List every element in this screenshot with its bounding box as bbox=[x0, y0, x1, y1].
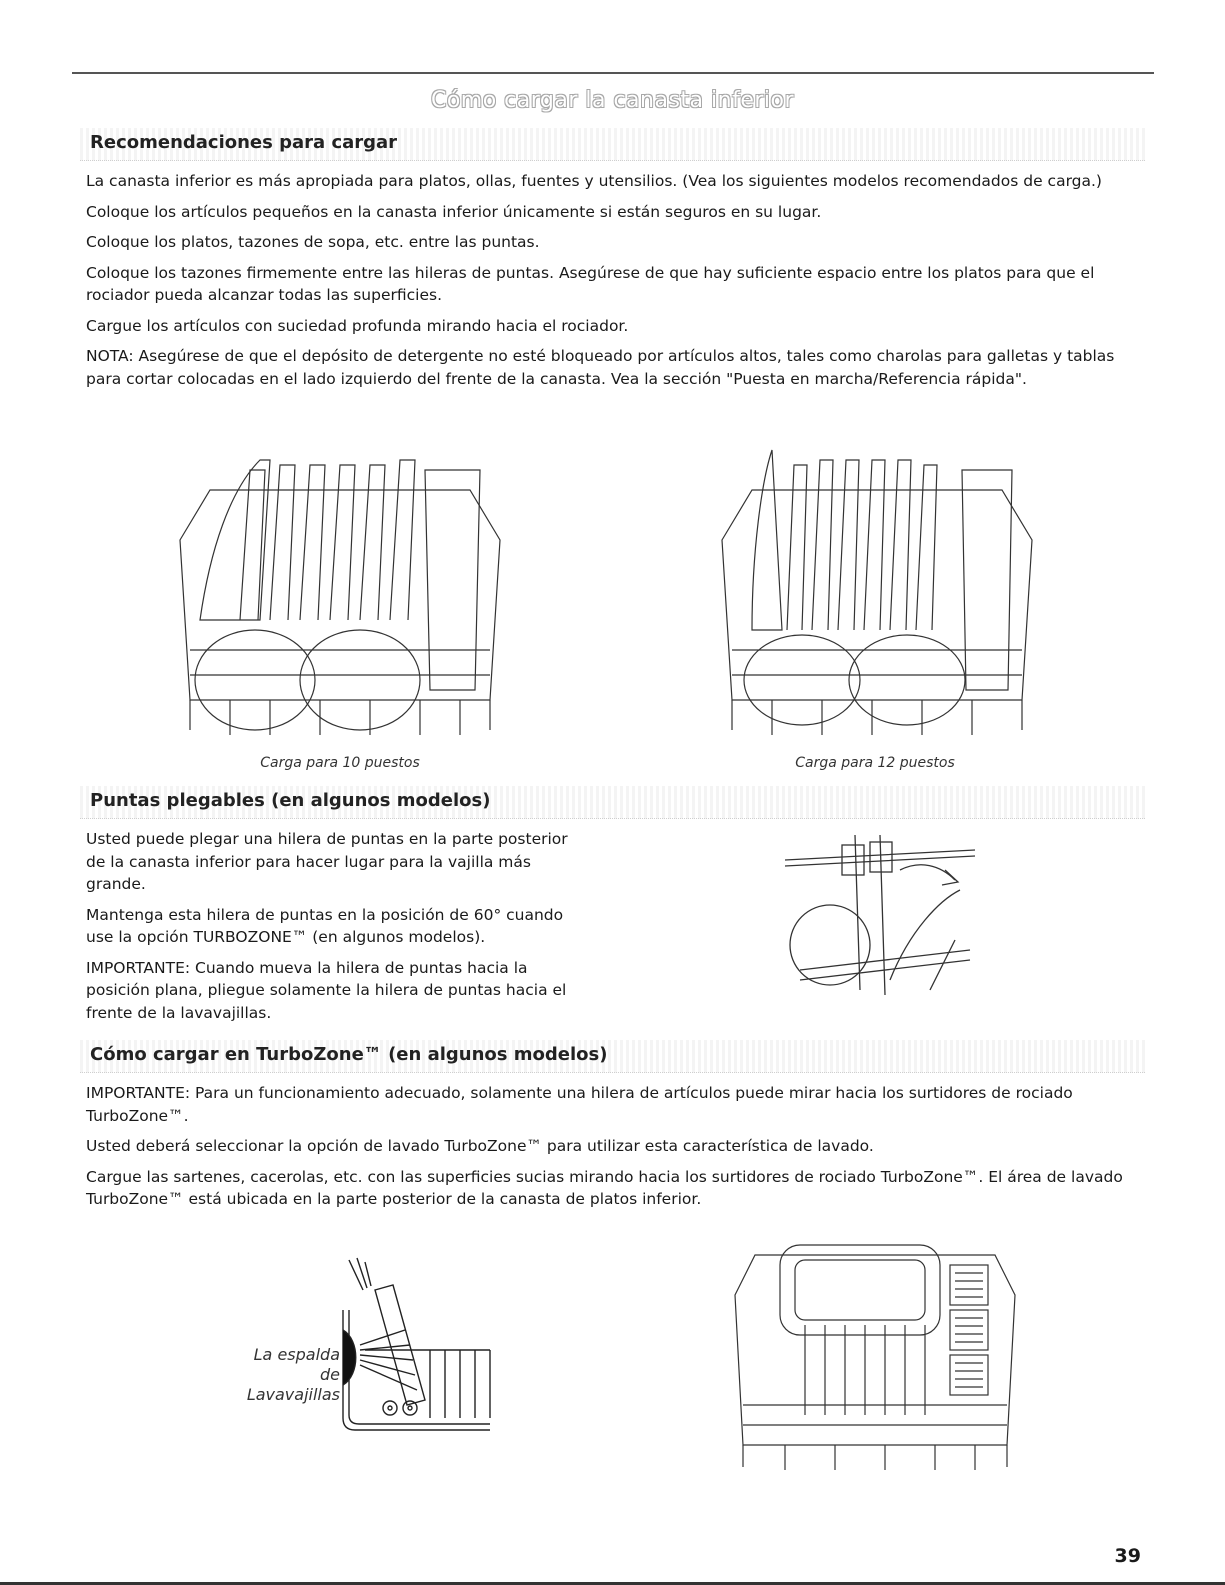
paragraph: IMPORTANTE: Cuando mueva la hilera de puntas hacia la posición plana, pliegue solamente la hilera de puntas hacia el frente de la lavavajillas. bbox=[86, 958, 567, 1022]
paragraph: IMPORTANTE: Para un funcionamiento adecuado, solamente una hilera de artículos puede mirar hacia los surtidores de rociado TurboZone™. bbox=[86, 1084, 1073, 1125]
dishwasher-back-label bbox=[220, 1345, 340, 1405]
page-title: Cómo cargar la canasta inferior bbox=[430, 88, 795, 113]
paragraph: Usted puede plegar una hilera de puntas en la parte posterior de la canasta inferior para hacer lugar para la vajilla más grande. bbox=[86, 830, 568, 893]
rack-10-place-illustration bbox=[170, 450, 510, 750]
folding-tines-text bbox=[86, 828, 586, 1032]
section-heading: Cómo cargar en TurboZone™ (en algunos modelos) bbox=[90, 1044, 608, 1065]
caption-10-place: Carga para 10 puestos bbox=[260, 755, 420, 771]
paragraph: NOTA: Asegúrese de que el depósito de detergente no esté bloqueado por artículos altos, tales como charolas para galletas y tablas para cortar colocadas en el lado izquierdo del frente de la canasta. Vea la sección "Puesta en marcha/Referencia rápida". bbox=[86, 347, 1115, 388]
section-header-turbozone bbox=[80, 1040, 1145, 1073]
paragraph: Usted deberá seleccionar la opción de lavado TurboZone™ para utilizar esta característica de lavado. bbox=[86, 1137, 874, 1155]
paragraph: Coloque los artículos pequeños en la canasta inferior únicamente si están seguros en su lugar. bbox=[86, 202, 822, 221]
turbozone-text bbox=[86, 1082, 1141, 1219]
label-line: Lavavajillas bbox=[246, 1385, 340, 1404]
paragraph: Mantenga esta hilera de puntas en la posición de 60° cuando use la opción TURBOZONE™ (en algunos modelos). bbox=[86, 905, 564, 946]
label-line: de bbox=[320, 1365, 340, 1384]
section-header-loading bbox=[80, 128, 1145, 161]
turbozone-rack-illustration bbox=[725, 1235, 1025, 1475]
label-line: La espalda bbox=[253, 1345, 340, 1364]
section-heading: Puntas plegables (en algunos modelos) bbox=[90, 790, 491, 811]
folding-tines-illustration bbox=[780, 830, 980, 1000]
loading-text bbox=[86, 170, 1141, 398]
caption-12-place: Carga para 12 puestos bbox=[795, 755, 955, 771]
top-rule bbox=[72, 72, 1154, 74]
paragraph: Coloque los tazones firmemente entre las hileras de puntas. Asegúrese de que hay suficiente espacio entre los platos para que el rociador pueda alcanzar todas las superficies. bbox=[86, 263, 1095, 304]
paragraph: La canasta inferior es más apropiada para platos, ollas, fuentes y utensilios. (Vea los siguientes modelos recomendados de carga.) bbox=[86, 172, 1102, 190]
page-number: 39 bbox=[1114, 1545, 1141, 1567]
section-header-folding-tines bbox=[80, 786, 1145, 819]
paragraph: Cargue las sartenes, cacerolas, etc. con las superficies sucias mirando hacia los surtidores de rociado TurboZone™. El área de lavado TurboZone™ está ubicada en la parte posterior de la canasta de platos inferior. bbox=[86, 1167, 1123, 1208]
turbozone-spray-diagram bbox=[335, 1250, 495, 1435]
paragraph: Cargue los artículos con suciedad profunda mirando hacia el rociador. bbox=[86, 316, 629, 335]
paragraph: Coloque los platos, tazones de sopa, etc. entre las puntas. bbox=[86, 233, 540, 251]
rack-12-place-illustration bbox=[712, 440, 1042, 750]
section-heading: Recomendaciones para cargar bbox=[90, 132, 398, 153]
